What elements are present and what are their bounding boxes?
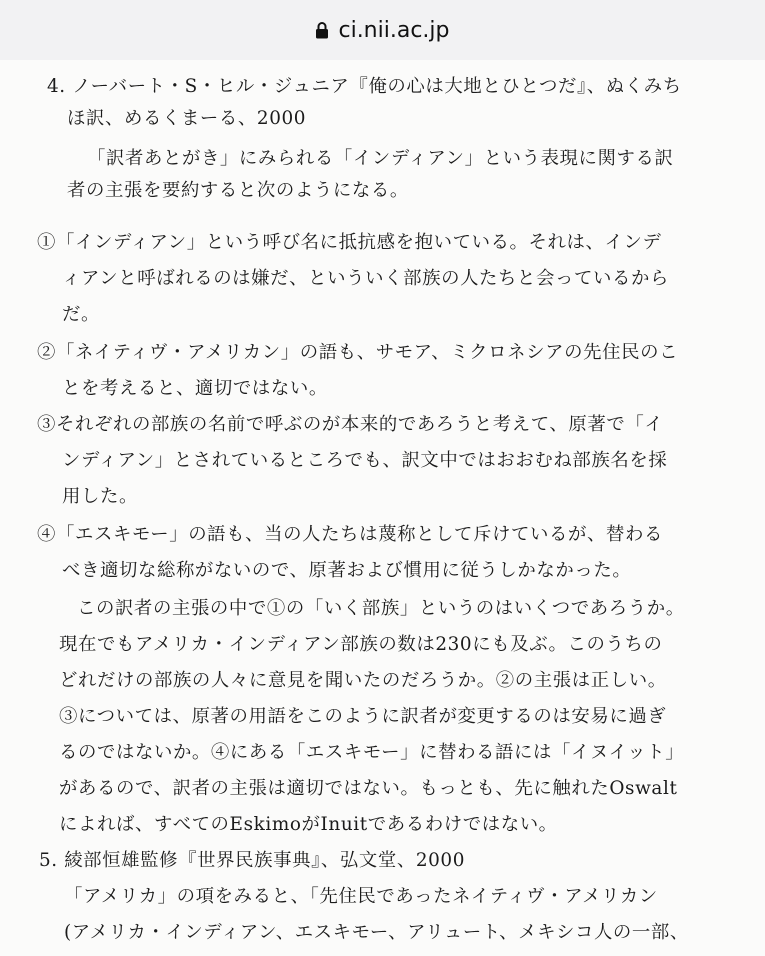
point-3-line-3: 用した。 xyxy=(62,486,138,507)
point-1-line-2: ィアンと呼ばれるのは嫌だ、といういく部族の人たちと会っているから xyxy=(62,268,669,289)
document-page xyxy=(0,60,765,956)
address-bar[interactable] xyxy=(0,0,765,61)
commentary-line-6: があるので、訳者の主張は適切ではない。もっとも、先に触れたOswalt xyxy=(59,778,678,799)
commentary-line-3: どれだけの部族の人々に意見を聞いたのだろうか。②の主張は正しい。 xyxy=(59,670,667,691)
point-4-line-2: べき適切な総称がないので、原著および慣用に従うしかなかった。 xyxy=(62,560,632,581)
commentary-line-7: によれば、すべてのEskimoがInuitであるわけではない。 xyxy=(59,814,558,835)
entry-4-title-line: 4. ノーバート・S・ヒル・ジュニア『俺の心は大地とひとつだ』、ぬくみち xyxy=(47,76,682,97)
point-3-line-2: ンディアン」とされているところでも、訳文中ではおおむね部族名を採 xyxy=(62,450,668,471)
commentary-line-1: この訳者の主張の中で①の「いく部族」というのはいくつであろうか。 xyxy=(77,598,685,619)
commentary-line-4: ③については、原著の用語をこのように訳者が変更するのは安易に過ぎ xyxy=(59,706,667,727)
url-text: ci.nii.ac.jp xyxy=(338,17,450,43)
commentary-line-2: 現在でもアメリカ・インディアン部族の数は230にも及ぶ。このうちの xyxy=(59,634,663,655)
point-2-line: ②「ネイティヴ・アメリカン」の語も、サモア、ミクロネシアの先住民のこ xyxy=(37,342,679,363)
entry-4-title-continued: ほ訳、めるくまーる、2000 xyxy=(67,108,307,129)
point-3-line: ③それぞれの部族の名前で呼ぶのが本来的であろうと考えて、原著で「イ xyxy=(37,414,664,435)
point-1-line-3: だ。 xyxy=(62,304,100,325)
entry-5-text-line-2: (アメリカ・インディアン、エスキモー、アリュート、メキシコ人の一部、 xyxy=(64,922,689,943)
lock-icon xyxy=(315,21,329,39)
point-2-line-2: とを考えると、適切ではない。 xyxy=(62,378,328,399)
point-4-line: ④「エスキモー」の語も、当の人たちは蔑称として斥けているが、替わる xyxy=(37,524,663,545)
point-1-line: ①「インディアン」という呼び名に抵抗感を抱いている。それは、インデ xyxy=(37,232,662,253)
entry-5-text-line: 「アメリカ」の項をみると、「先住民であったネイティヴ・アメリカン xyxy=(64,886,658,907)
entry-4-intro-line: 「訳者あとがき」にみられる「インディアン」という表現に関する訳 xyxy=(87,148,674,169)
commentary-line-5: るのではないか。④にある「エスキモー」に替わる語には「イヌイット」 xyxy=(59,742,685,763)
entry-4-intro-continued: 者の主張を要約すると次のようになる。 xyxy=(67,180,409,201)
entry-5-title-line: 5. 綾部恒雄監修『世界民族事典』、弘文堂、2000 xyxy=(39,850,466,871)
